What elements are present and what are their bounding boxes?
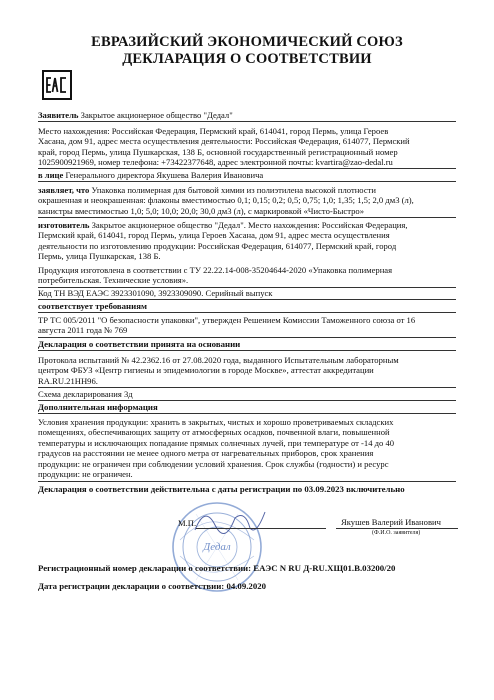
registration-number	[38, 563, 456, 573]
divider	[38, 181, 456, 182]
location-line: Хасана, дом 91, адрес места осуществления деятельности: Российская Федерация, 614077, Пермский	[38, 136, 410, 147]
basis-block	[38, 355, 456, 386]
location-line: Место нахождения: Российская Федерация, Пермский край, 614041, город Пермь, улица Героев	[38, 126, 389, 136]
divider	[38, 387, 456, 388]
location-line: 1025900921969, номер телефона: +73422377648, адрес электронной почты: kvartira@zao-dedal.ru	[38, 157, 393, 168]
eac-mark-icon	[42, 70, 72, 100]
registration-date-label: Дата регистрации декларации о соответствии:	[38, 581, 225, 591]
director-name: Генерального директора Якушева Валерия Ивановича	[63, 170, 264, 180]
eac-mark-glyph-icon	[44, 72, 70, 98]
declares-line: канистры вместимостью 1,0; 5,0; 10,0; 20,0; 30,0 дм3 (л), с маркировкой «Чисто-Быстро»	[38, 205, 364, 216]
applicant-name: Закрытое акционерное общество "Дедал"	[78, 110, 233, 120]
location-line: край, город Пермь, улица Пушкарская, 138 Б, основной государственный регистрационный номер	[38, 146, 398, 157]
manufacturer-line: Пермь, улица Пушкарская, 138 Б.	[38, 251, 161, 262]
director-label: в лице	[38, 170, 64, 180]
production-block	[38, 265, 456, 286]
requirements-line: августа 2011 года № 769	[38, 325, 128, 336]
basis-label: Декларация о соответствии принята на основании	[38, 339, 241, 349]
name-line	[336, 528, 458, 529]
basis-line: RA.RU.21НН96.	[38, 375, 98, 386]
divider	[38, 217, 456, 218]
additional-block	[38, 417, 456, 479]
stamp-text: Дедал	[203, 541, 231, 553]
applicant-location	[38, 126, 456, 168]
applicant-label: Заявитель	[38, 110, 79, 120]
declares-line: Упаковка полимерная для бытовой химии из полиэтилена высокой плотности	[89, 185, 376, 195]
manufacturer-block	[38, 220, 456, 262]
declares-line: окрашенная и неокрашенная: флаконы вместимостью 0,1; 0,15; 0,2; 0,5; 0,75; 1,0; 1,35; 1,5; 2,0 дм3 (л),	[38, 195, 414, 206]
tn-ved-code: Код ТН ВЭД ЕАЭС 3923301090, 3923309090. Серийный выпуск	[38, 288, 273, 298]
registration-date	[38, 581, 456, 591]
manufacturer-line: деятельности по изготовлению продукции: Российская Федерация, 614077, Пермский край, город	[38, 240, 397, 251]
additional-line: продукции: не ограничен при соблюдении условий хранения. Срок службы (годности) и ресурс	[38, 458, 389, 469]
validity-text: Декларация о соответствии действительна с даты регистрации по 03.09.2023 включительно	[38, 484, 405, 494]
divider	[38, 481, 456, 482]
applicant-line	[38, 110, 456, 120]
declaration-scheme: Схема декларирования 3д	[38, 389, 133, 399]
declaration-title: ДЕКЛАРАЦИЯ О СООТВЕТСТВИИ	[122, 51, 372, 67]
signatory-name: Якушев Валерий Иванович	[341, 517, 441, 527]
divider	[38, 350, 456, 351]
divider	[38, 312, 456, 313]
declares-block	[38, 185, 456, 216]
requirements-line: ТР ТС 005/2011 "О безопасности упаковки", утвержден Решением Комиссии Таможенного союза от 16	[38, 315, 416, 325]
basis-line: центром ФБУЗ «Центр гигиены и эпидемиологии в городе Москве», аттестат аккредитации	[38, 365, 374, 376]
manufacturer-label: изготовитель	[38, 220, 90, 230]
manufacturer-line: Закрытое акционерное общество "Дедал". Место нахождения: Российская Федерация,	[89, 220, 408, 230]
registration-date-value: 04.09.2020	[226, 581, 267, 591]
registration-number-value: ЕАЭС N RU Д-RU.ХЩ01.В.03200/20	[253, 563, 396, 573]
additional-line: продукции: не ограничен.	[38, 469, 133, 480]
additional-line: помещениях, обеспечивающих защиту от атмосферных осадков, почвенной влаги, повышенной	[38, 427, 390, 438]
manufacturer-line: Пермский край, 614041, город Пермь, улица Героев Хасана, дом 91, адрес места осуществления	[38, 230, 390, 241]
divider	[38, 299, 456, 300]
divider	[38, 168, 456, 169]
declares-label: заявляет, что	[38, 185, 90, 195]
additional-line: температуры и исключающих попадание прямых солнечных лучей, при температуре от -14 до 40	[38, 437, 395, 448]
union-title: ЕВРАЗИЙСКИЙ ЭКОНОМИЧЕСКИЙ СОЮЗ	[91, 34, 403, 50]
divider	[38, 337, 456, 338]
registration-number-label: Регистрационный номер декларации о соответствии:	[38, 563, 252, 573]
signatory-caption: (Ф.И.О. заявителя)	[372, 530, 421, 536]
requirements-label: соответствует требованиям	[38, 301, 147, 311]
additional-label: Дополнительная информация	[38, 402, 158, 412]
mp-label: М.П.	[178, 518, 197, 528]
divider	[38, 413, 456, 414]
additional-line: Условия хранения продукции: хранить в закрытых, чистых и хорошо проветриваемых складских	[38, 417, 394, 427]
additional-line: градусов на расстоянии не менее одного метра от нагревательных приборов, срок хранения	[38, 448, 374, 459]
director-line	[38, 170, 456, 180]
signature-line	[196, 528, 326, 529]
production-line: потребительская. Технические условия».	[38, 275, 189, 286]
divider	[38, 400, 456, 401]
basis-line: Протокола испытаний № 42.2362.16 от 27.08.2020 года, выданного Испытательным лабораторным	[38, 355, 399, 365]
production-line: Продукция изготовлена в соответствии с ТУ 22.22.14-008-35204644-2020 «Упаковка полимерная	[38, 265, 393, 275]
divider	[38, 121, 456, 122]
requirements-block	[38, 315, 456, 336]
signature-scribble-icon	[190, 500, 270, 540]
